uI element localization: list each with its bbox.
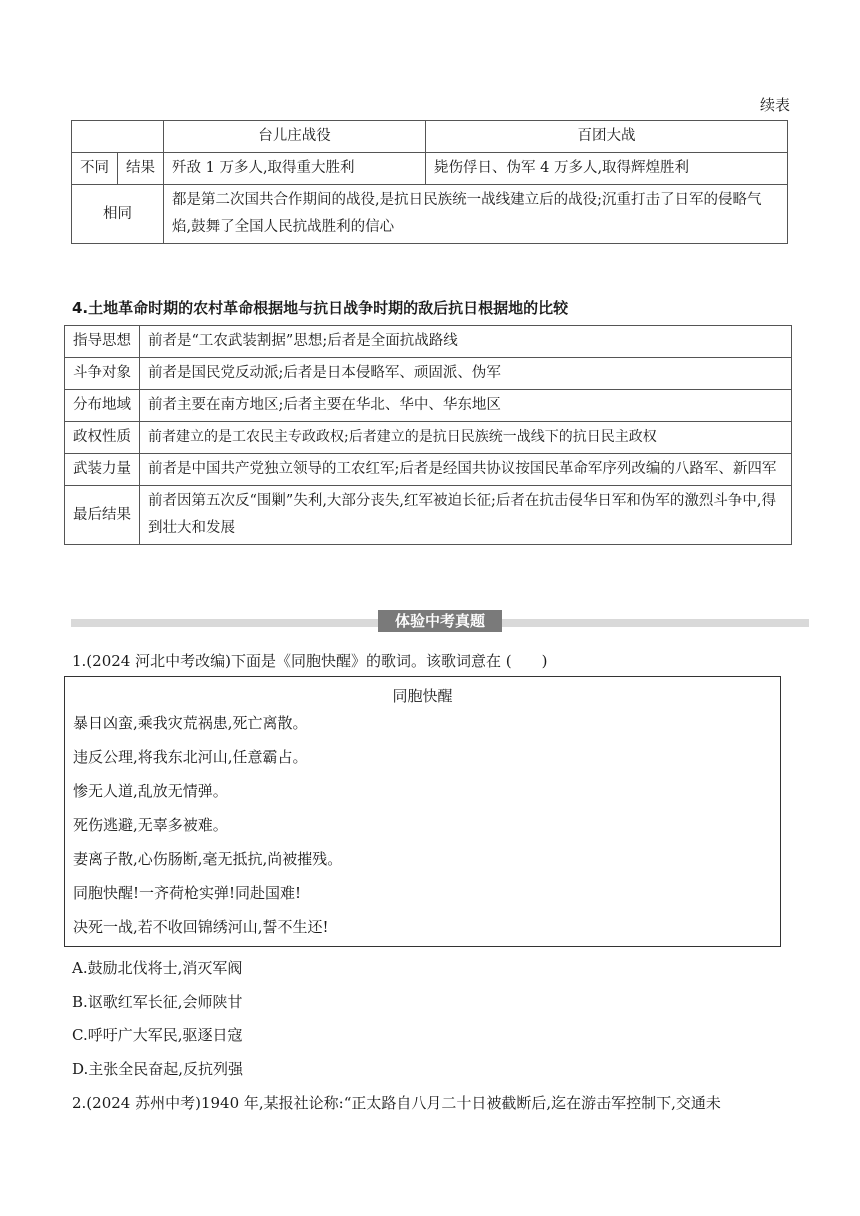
row-value: 前者建立的是工农民主专政政权;后者建立的是抗日民族统一战线下的抗日民主政权 (140, 422, 792, 454)
table-row (65, 390, 792, 422)
row-value: 前者因第五次反“围剿”失利,大部分丧失,红军被迫长征;后者在抗击侵华日军和伪军的激烈斗争中,得到壮大和发展 (140, 486, 792, 545)
lyric-line: 暴日凶蛮,乘我灾荒祸患,死亡离散。 (73, 714, 308, 732)
same-text: 都是第二次国共合作期间的战役,是抗日民族统一战线建立后的战役;沉重打击了日军的侵略气焰,鼓舞了全国人民抗战胜利的信心 (164, 185, 788, 244)
option-a[interactable]: A.鼓励北伐将士,消灭军阀 (72, 959, 243, 977)
diff-label: 不同 (72, 153, 118, 185)
row-value: 前者主要在南方地区;后者主要在华北、华中、华东地区 (140, 390, 792, 422)
result-taierzhuang: 歼敌 1 万多人,取得重大胜利 (164, 153, 426, 185)
section-banner: 体验中考真题 (378, 610, 502, 632)
table-row (65, 358, 792, 390)
table-row (65, 486, 792, 545)
battle-comparison-table (71, 120, 788, 244)
question-1-stem: 1.(2024 河北中考改编)下面是《同胞快醒》的歌词。该歌词意在 ( ) (72, 652, 548, 670)
result-hundred-regiments: 毙伤俘日、伪军 4 万多人,取得辉煌胜利 (426, 153, 788, 185)
header-taierzhuang: 台儿庄战役 (164, 121, 426, 153)
lyric-line: 妻离子散,心伤肠断,毫无抵抗,尚被摧残。 (73, 850, 343, 868)
same-label: 相同 (72, 185, 164, 244)
result-label: 结果 (118, 153, 164, 185)
option-b[interactable]: B.讴歌红军长征,会师陕甘 (72, 993, 243, 1011)
empty-header-cell (72, 121, 164, 153)
lyric-line: 违反公理,将我东北河山,任意霸占。 (73, 748, 308, 766)
row-key: 最后结果 (65, 486, 140, 545)
base-area-comparison-table (64, 325, 792, 545)
lyric-line: 惨无人道,乱放无情弹。 (73, 782, 228, 800)
section-4-title: 4.土地革命时期的农村革命根据地与抗日战争时期的敌后抗日根据地的比较 (72, 299, 569, 317)
option-d[interactable]: D.主张全民奋起,反抗列强 (72, 1060, 244, 1078)
header-hundred-regiments: 百团大战 (426, 121, 788, 153)
table-row (65, 422, 792, 454)
table-row (65, 454, 792, 486)
continued-label: 续表 (759, 96, 790, 114)
lyric-line: 同胞快醒!一齐荷枪实弹!同赴国难! (73, 884, 302, 902)
table-row (65, 326, 792, 358)
option-c[interactable]: C.呼吁广大军民,驱逐日寇 (72, 1026, 243, 1044)
lyric-line: 死伤逃避,无辜多被难。 (73, 816, 228, 834)
lyrics-title: 同胞快醒 (392, 687, 453, 705)
question-2-stem: 2.(2024 苏州中考)1940 年,某报社论称:“正太路自八月二十日被截断后,迄在游击军控制下,交通未 (72, 1094, 721, 1112)
row-key: 分布地域 (65, 390, 140, 422)
row-value: 前者是“工农武装割据”思想;后者是全面抗战路线 (140, 326, 792, 358)
row-key: 斗争对象 (65, 358, 140, 390)
lyric-line: 决死一战,若不收回锦绣河山,誓不生还! (73, 918, 329, 936)
row-value: 前者是国民党反动派;后者是日本侵略军、顽固派、伪军 (140, 358, 792, 390)
row-key: 政权性质 (65, 422, 140, 454)
row-value: 前者是中国共产党独立领导的工农红军;后者是经国共协议按国民革命军序列改编的八路军、新四军 (140, 454, 792, 486)
row-key: 指导思想 (65, 326, 140, 358)
row-key: 武装力量 (65, 454, 140, 486)
lyrics-box (64, 676, 781, 947)
